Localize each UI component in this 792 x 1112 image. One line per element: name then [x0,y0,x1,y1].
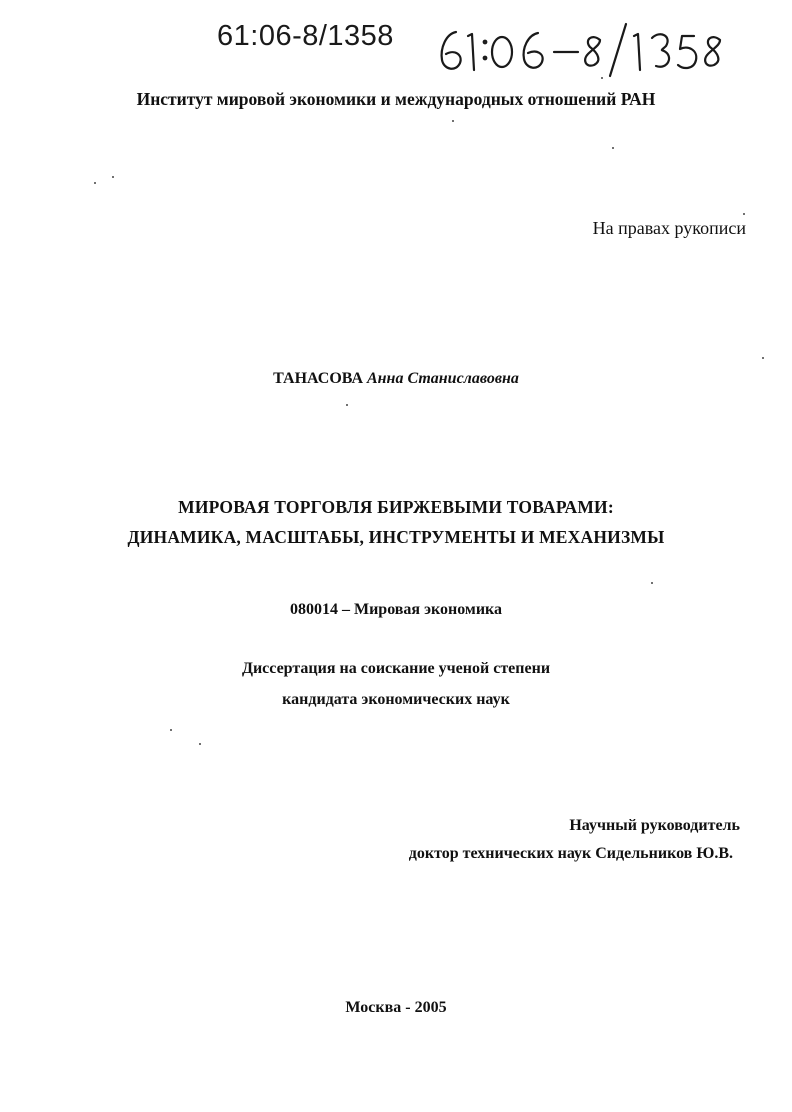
scan-speck [346,404,348,406]
supervisor-role: Научный руководитель [569,817,740,834]
author-surname: ТАНАСОВА [273,370,363,387]
author-name [0,370,792,388]
degree-statement-line-1: Диссертация на соискание ученой степени [241,660,551,677]
specialty-code: 080014 – Мировая экономика [289,601,503,618]
city-and-year: Москва - 2005 [345,999,447,1016]
scan-speck [452,120,454,122]
dissertation-title-line-1: МИРОВАЯ ТОРГОВЛЯ БИРЖЕВЫМИ ТОВАРАМИ: [178,497,614,517]
scan-speck [170,729,172,731]
scan-speck [743,213,745,215]
archive-stamp-number: 61:06-8/1358 [217,20,394,52]
dissertation-title-line-2: ДИНАМИКА, МАСШТАБЫ, ИНСТРУМЕНТЫ И МЕХАНИЗМЫ [127,527,665,547]
scan-speck [601,77,603,79]
scan-speck [612,147,614,149]
manuscript-rights-note: На правах рукописи [592,218,746,238]
degree-statement-line-2: кандидата экономических наук [282,691,510,708]
handwritten-archive-number [430,18,730,80]
supervisor-name: доктор технических наук Сидельников Ю.В. [408,845,733,862]
scan-speck [762,357,764,359]
scan-speck [94,182,96,184]
scan-speck [199,743,201,745]
scan-speck [651,582,653,584]
author-given-names: Анна Станиславовна [367,370,519,387]
institution-name: Институт мировой экономики и международных отношений РАН [136,89,656,109]
scan-speck [112,176,114,178]
